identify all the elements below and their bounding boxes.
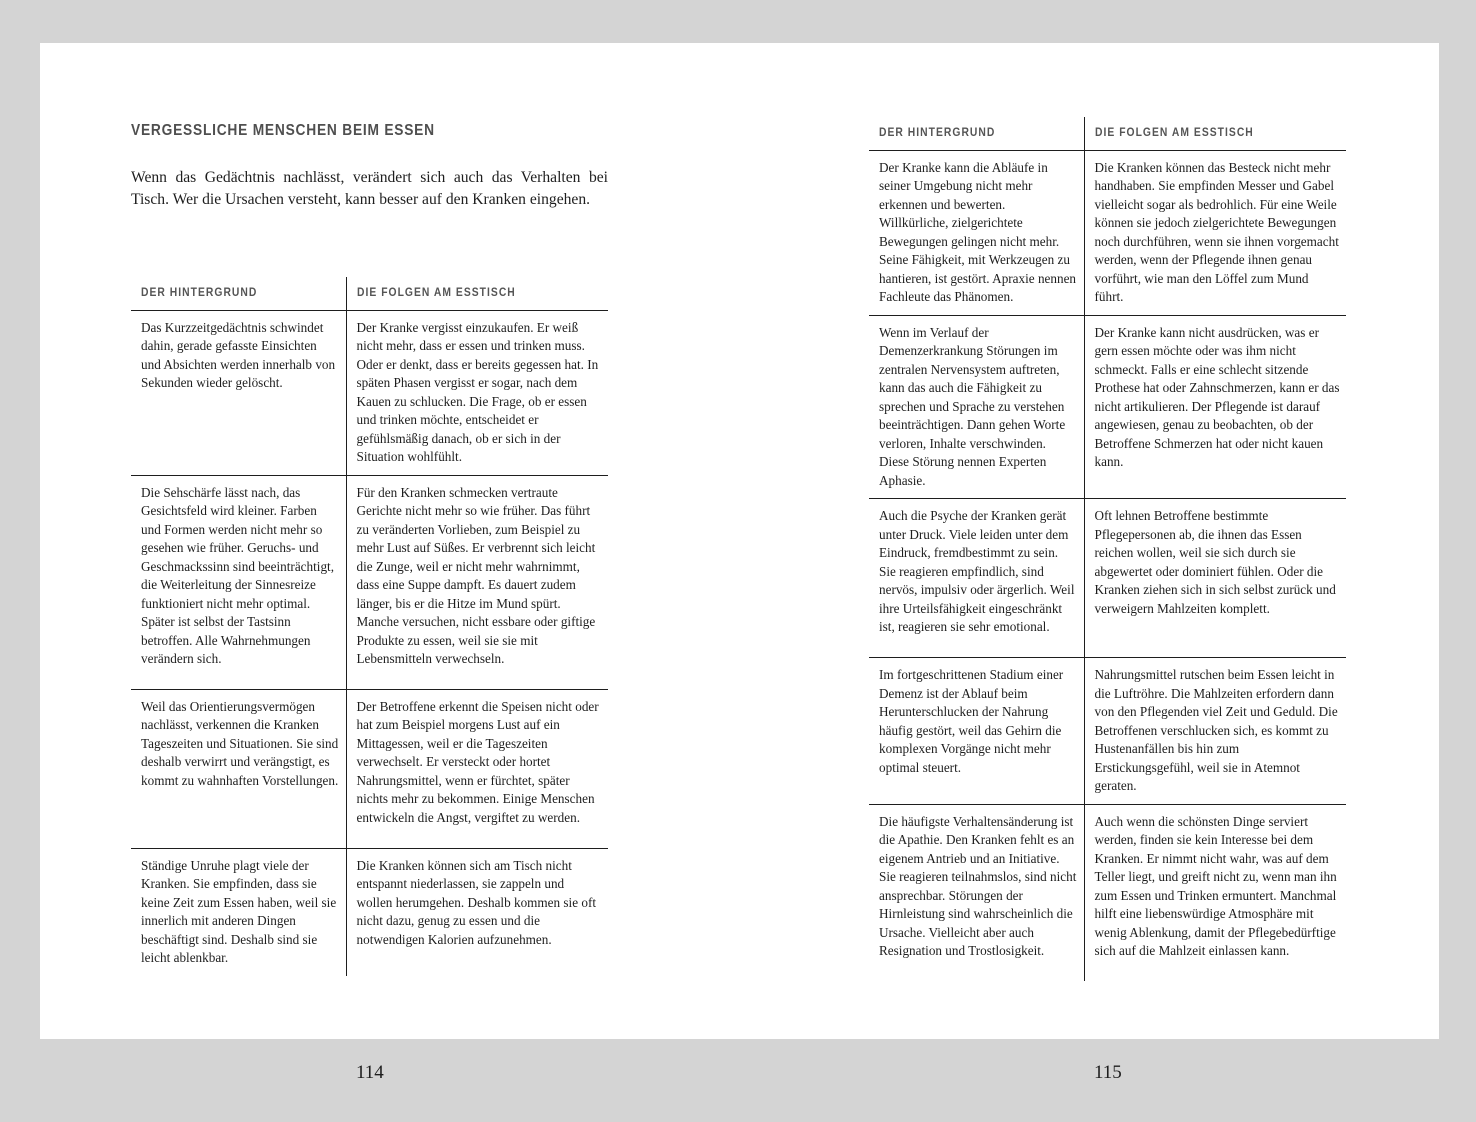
column-header-label: DIE FOLGEN AM ESSTISCH [1094,125,1254,139]
column-header-hintergrund [131,277,346,310]
cell-folgen: Die Kranken können das Besteck nicht mehr handhaben. Sie empfinden Messer und Gabel vielleicht sogar als bedrohlich. Für eine Weile können sie jedoch zielgerichtete Bewegungen noch durchführen, wenn sie ihnen vorgemacht werden, wenn der Pflegende ihnen genau vorführt, wie man den Löffel zum Mund führt. [1084,150,1346,315]
cell-hintergrund: Wenn im Verlauf der Demenzerkrankung Störungen im zentralen Nervensystem auftreten, kann das auch die Fähigkeit zu sprechen und Sprache zu verstehen beeinträchtigen. Dann gehen Worte verloren, Inhalte verschwinden. Diese Störung nennen Experten Aphasie. [869,315,1084,499]
cell-folgen: Der Betroffene erkennt die Speisen nicht oder hat zum Beispiel morgens Lust auf ein Mittagessen, weil er die Tageszeiten verwechselt. Er versteckt oder hortet Nahrungsmittel, wenn er fürchtet, später nichts mehr zu bekommen. Einige Menschen entwickeln die Angst, vergiftet zu werden. [346,689,608,848]
table-row [869,658,1346,805]
cell-hintergrund: Ständige Unruhe plagt viele der Kranken. Sie empfinden, dass sie keine Zeit zum Essen haben, weil sie innerlich mit anderen Dingen beschäftigt sind. Deshalb sind sie leicht ablenkbar. [131,848,346,976]
column-header-hintergrund [869,117,1084,150]
cell-folgen: Der Kranke kann nicht ausdrücken, was er gern essen möchte oder was ihm nicht schmeckt. Falls er eine schlecht sitzende Prothese hat oder Zahnschmerzen, kann er das nicht artikulieren. Der Pflegende ist darauf angewiesen, genau zu beobachten, ob der Betroffene Schmerzen hat oder nicht kauen kann. [1084,315,1346,499]
cell-hintergrund: Auch die Psyche der Kranken gerät unter Druck. Viele leiden unter dem Eindruck, fremdbestimmt zu sein. Sie reagieren empfindlich, sind nervös, impulsiv oder ärgerlich. Weil ihre Urteilsfähigkeit eingeschränkt ist, reagieren sie sehr emotional. [869,499,1084,658]
left-table [131,277,608,976]
column-header-folgen [346,277,608,310]
table-header-row [131,277,608,310]
table-row [131,475,608,689]
cell-hintergrund: Weil das Orientierungsvermögen nachlässt, verkennen die Kranken Tageszeiten und Situationen. Sie sind deshalb verwirrt und verängstigt, es kommt zu wahnhaften Vorstellungen. [131,689,346,848]
cell-hintergrund: Die Sehschärfe lässt nach, das Gesichtsfeld wird kleiner. Farben und Formen werden nicht mehr so gesehen wie früher. Geruchs- und Geschmackssinn sind beeinträchtigt, die Weiterleitung der Sinnesreize funktioniert nicht mehr optimal. Später ist selbst der Tastsinn betroffen. Alle Wahrnehmungen verändern sich. [131,475,346,689]
right-table [869,117,1346,981]
column-header-label: DIE FOLGEN AM ESSTISCH [356,285,516,299]
cell-folgen: Der Kranke vergisst einzukaufen. Er weiß nicht mehr, dass er essen und trinken muss. Oder er denkt, dass er bereits gegessen hat. In späten Phasen vergisst er sogar, nach dem Kauen zu schlucken. Die Frage, ob er essen und trinken möchte, entscheidet er gefühlsmäßig danach, ob er sich in der Situation wohlfühlt. [346,310,608,475]
cell-folgen: Oft lehnen Betroffene bestimmte Pflegepersonen ab, die ihnen das Essen reichen wollen, weil sie sich durch sie abgewertet oder dominiert fühlen. Oder die Kranken ziehen sich in sich selbst zurück und verweigern Mahlzeiten komplett. [1084,499,1346,658]
table-row [869,804,1346,981]
cell-hintergrund: Die häufigste Verhaltensänderung ist die Apathie. Den Kranken fehlt es an eigenem Antrieb und an Initiative. Sie reagieren teilnahmslos, sind nicht ansprechbar. Störungen der Hirnleistung sind wahrscheinlich die Ursache. Vielleicht aber auch Resignation und Trostlosigkeit. [869,804,1084,981]
table-row [869,150,1346,315]
cell-folgen: Für den Kranken schmecken vertraute Gerichte nicht mehr so wie früher. Das führt zu veränderten Vorlieben, zum Beispiel zu mehr Lust auf Süßes. Er verbrennt sich leicht die Zunge, weil er nicht mehr wahrnimmt, dass eine Suppe dampft. Es dauert zudem länger, bis er die Hitze im Mund spürt. Manche versuchen, nicht essbare oder giftige Produkte zu essen, weil sie sie mit Lebensmitteln verwechseln. [346,475,608,689]
cell-hintergrund: Das Kurzzeitgedächtnis schwindet dahin, gerade gefasste Einsichten und Absichten werden innerhalb von Sekunden wieder gelöscht. [131,310,346,475]
page-number-left: 114 [356,1062,384,1083]
column-header-label: DER HINTERGRUND [141,285,258,299]
cell-folgen: Nahrungsmittel rutschen beim Essen leicht in die Luftröhre. Die Mahlzeiten erfordern dann von den Pflegenden viel Zeit und Geduld. Die Betroffenen verschlucken sich, es kommt zu Hustenanfällen bis hin zum Erstickungsgefühl, weil sie in Atemnot geraten. [1084,658,1346,805]
column-header-folgen [1084,117,1346,150]
cell-folgen: Die Kranken können sich am Tisch nicht entspannt niederlassen, sie zappeln und wollen herumgehen. Deshalb kommen sie oft nicht dazu, genug zu essen und die notwendigen Kalorien aufzunehmen. [356,857,597,947]
column-header-label: DER HINTERGRUND [879,125,996,139]
cell-folgen: Auch wenn die schönsten Dinge serviert werden, finden sie kein Interesse bei dem Kranken. Er nimmt nicht wahr, was auf dem Teller liegt, und greift nicht zu, wenn man ihn zum Essen und Trinken ermuntert. Manchmal hilft eine liebenswürdige Atmosphäre mit wenig Ablenkung, damit der Pflegebedürftige sich auf die Mahlzeit einlassen kann. [1094,813,1337,958]
cell-hintergrund: Im fortgeschrittenen Stadium einer Demenz ist der Ablauf beim Herunterschlucken der Nahrung häufig gestört, weil das Gehirn die komplexen Vorgänge nicht mehr optimal steuert. [869,658,1084,805]
table-row [131,310,608,475]
table-row [869,315,1346,499]
table-row [869,499,1346,658]
table-row [131,848,608,976]
page-number-right: 115 [1094,1062,1122,1083]
intro-paragraph: Wenn das Gedächtnis nachlässt, verändert sich auch das Verhalten bei Tisch. Wer die Ursachen versteht, kann besser auf den Kranken eingehen. [131,169,608,208]
table-row [131,689,608,848]
table-header-row [869,117,1346,150]
section-heading: VERGESSLICHE MENSCHEN BEIM ESSEN [131,122,435,139]
cell-hintergrund: Der Kranke kann die Abläufe in seiner Umgebung nicht mehr erkennen und bewerten. Willkürliche, zielgerichtete Bewegungen gelingen nicht mehr. Seine Fähigkeit, mit Werkzeugen zu hantieren, ist gestört. Apraxie nennen Fachleute das Phänomen. [869,150,1084,315]
